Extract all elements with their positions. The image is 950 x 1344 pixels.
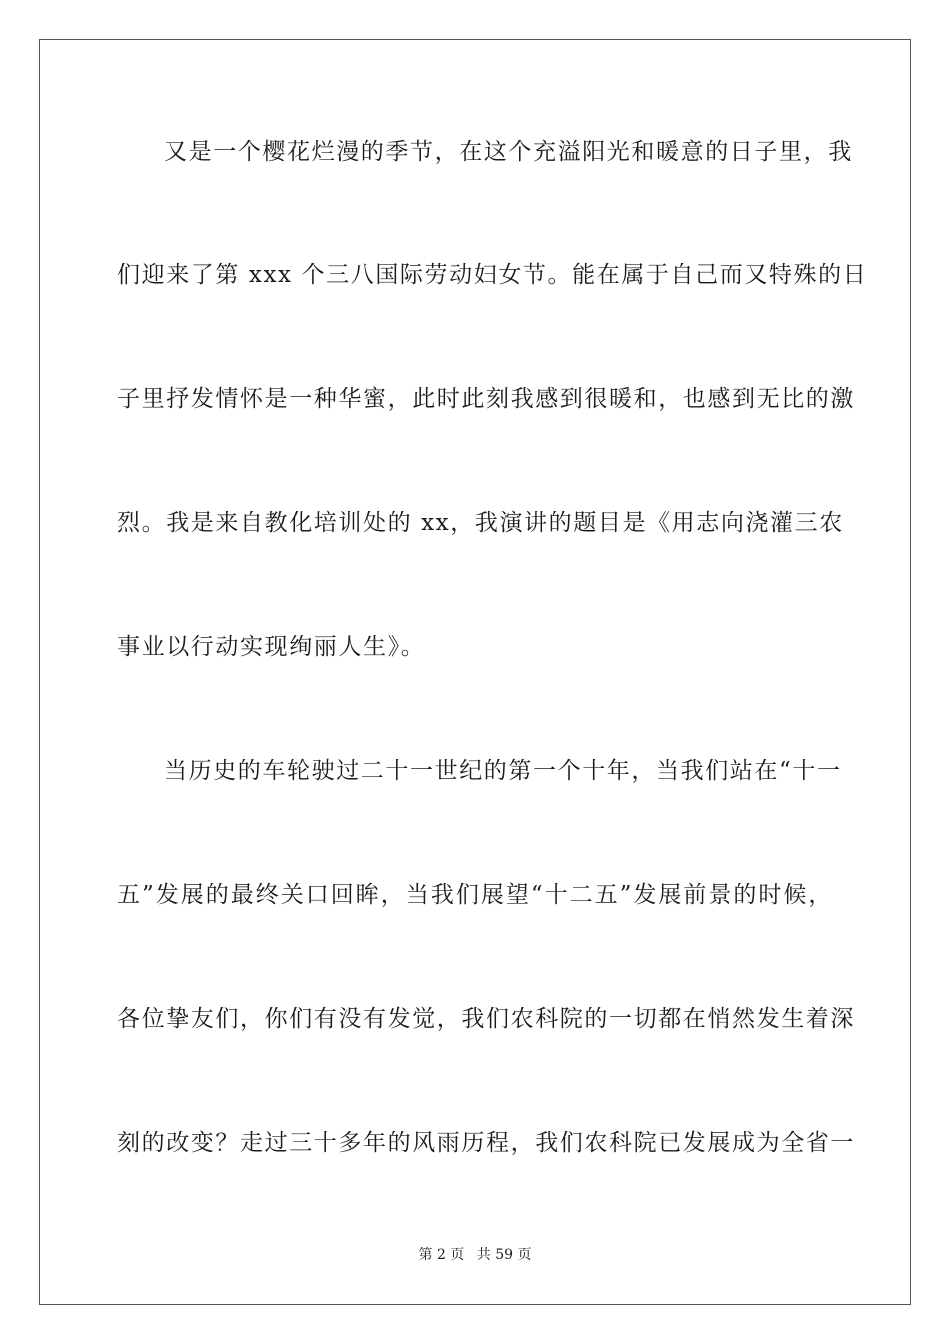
paragraph-1-line-5: 事业以行动实现绚丽人生》。 [117,634,426,660]
page-footer [0,1245,950,1265]
paragraph-2-line-3: 各位挚友们，你们有没有发觉，我们农科院的一切都在悄然发生着深 [117,1006,855,1032]
paragraph-1-line-4: 烈。我是来自教化培训处的 xx，我演讲的题目是《用志向浇灌三农 [117,510,844,536]
paragraph-2-line-4: 刻的改变？走过三十多年的风雨历程，我们农科院已发展成为全省一 [117,1130,855,1156]
paragraph-1-line-1: 又是一个樱花烂漫的季节，在这个充溢阳光和暖意的日子里，我 [164,139,853,165]
page-total: 共 59 页 [476,1247,532,1263]
paragraph-2-line-1: 当历史的车轮驶过二十一世纪的第一个十年，当我们站在“十一 [164,758,842,784]
page-number: 第 2 页 [418,1247,465,1263]
paragraph-1-line-3: 子里抒发情怀是一种华蜜，此时此刻我感到很暖和，也感到无比的激 [117,386,855,412]
page-border [39,39,911,1305]
paragraph-2-line-2: 五”发展的最终关口回眸，当我们展望“十二五”发展前景的时候， [117,882,833,908]
paragraph-1-line-2: 们迎来了第 xxx 个三八国际劳动妇女节。能在属于自己而又特殊的日 [117,262,868,288]
